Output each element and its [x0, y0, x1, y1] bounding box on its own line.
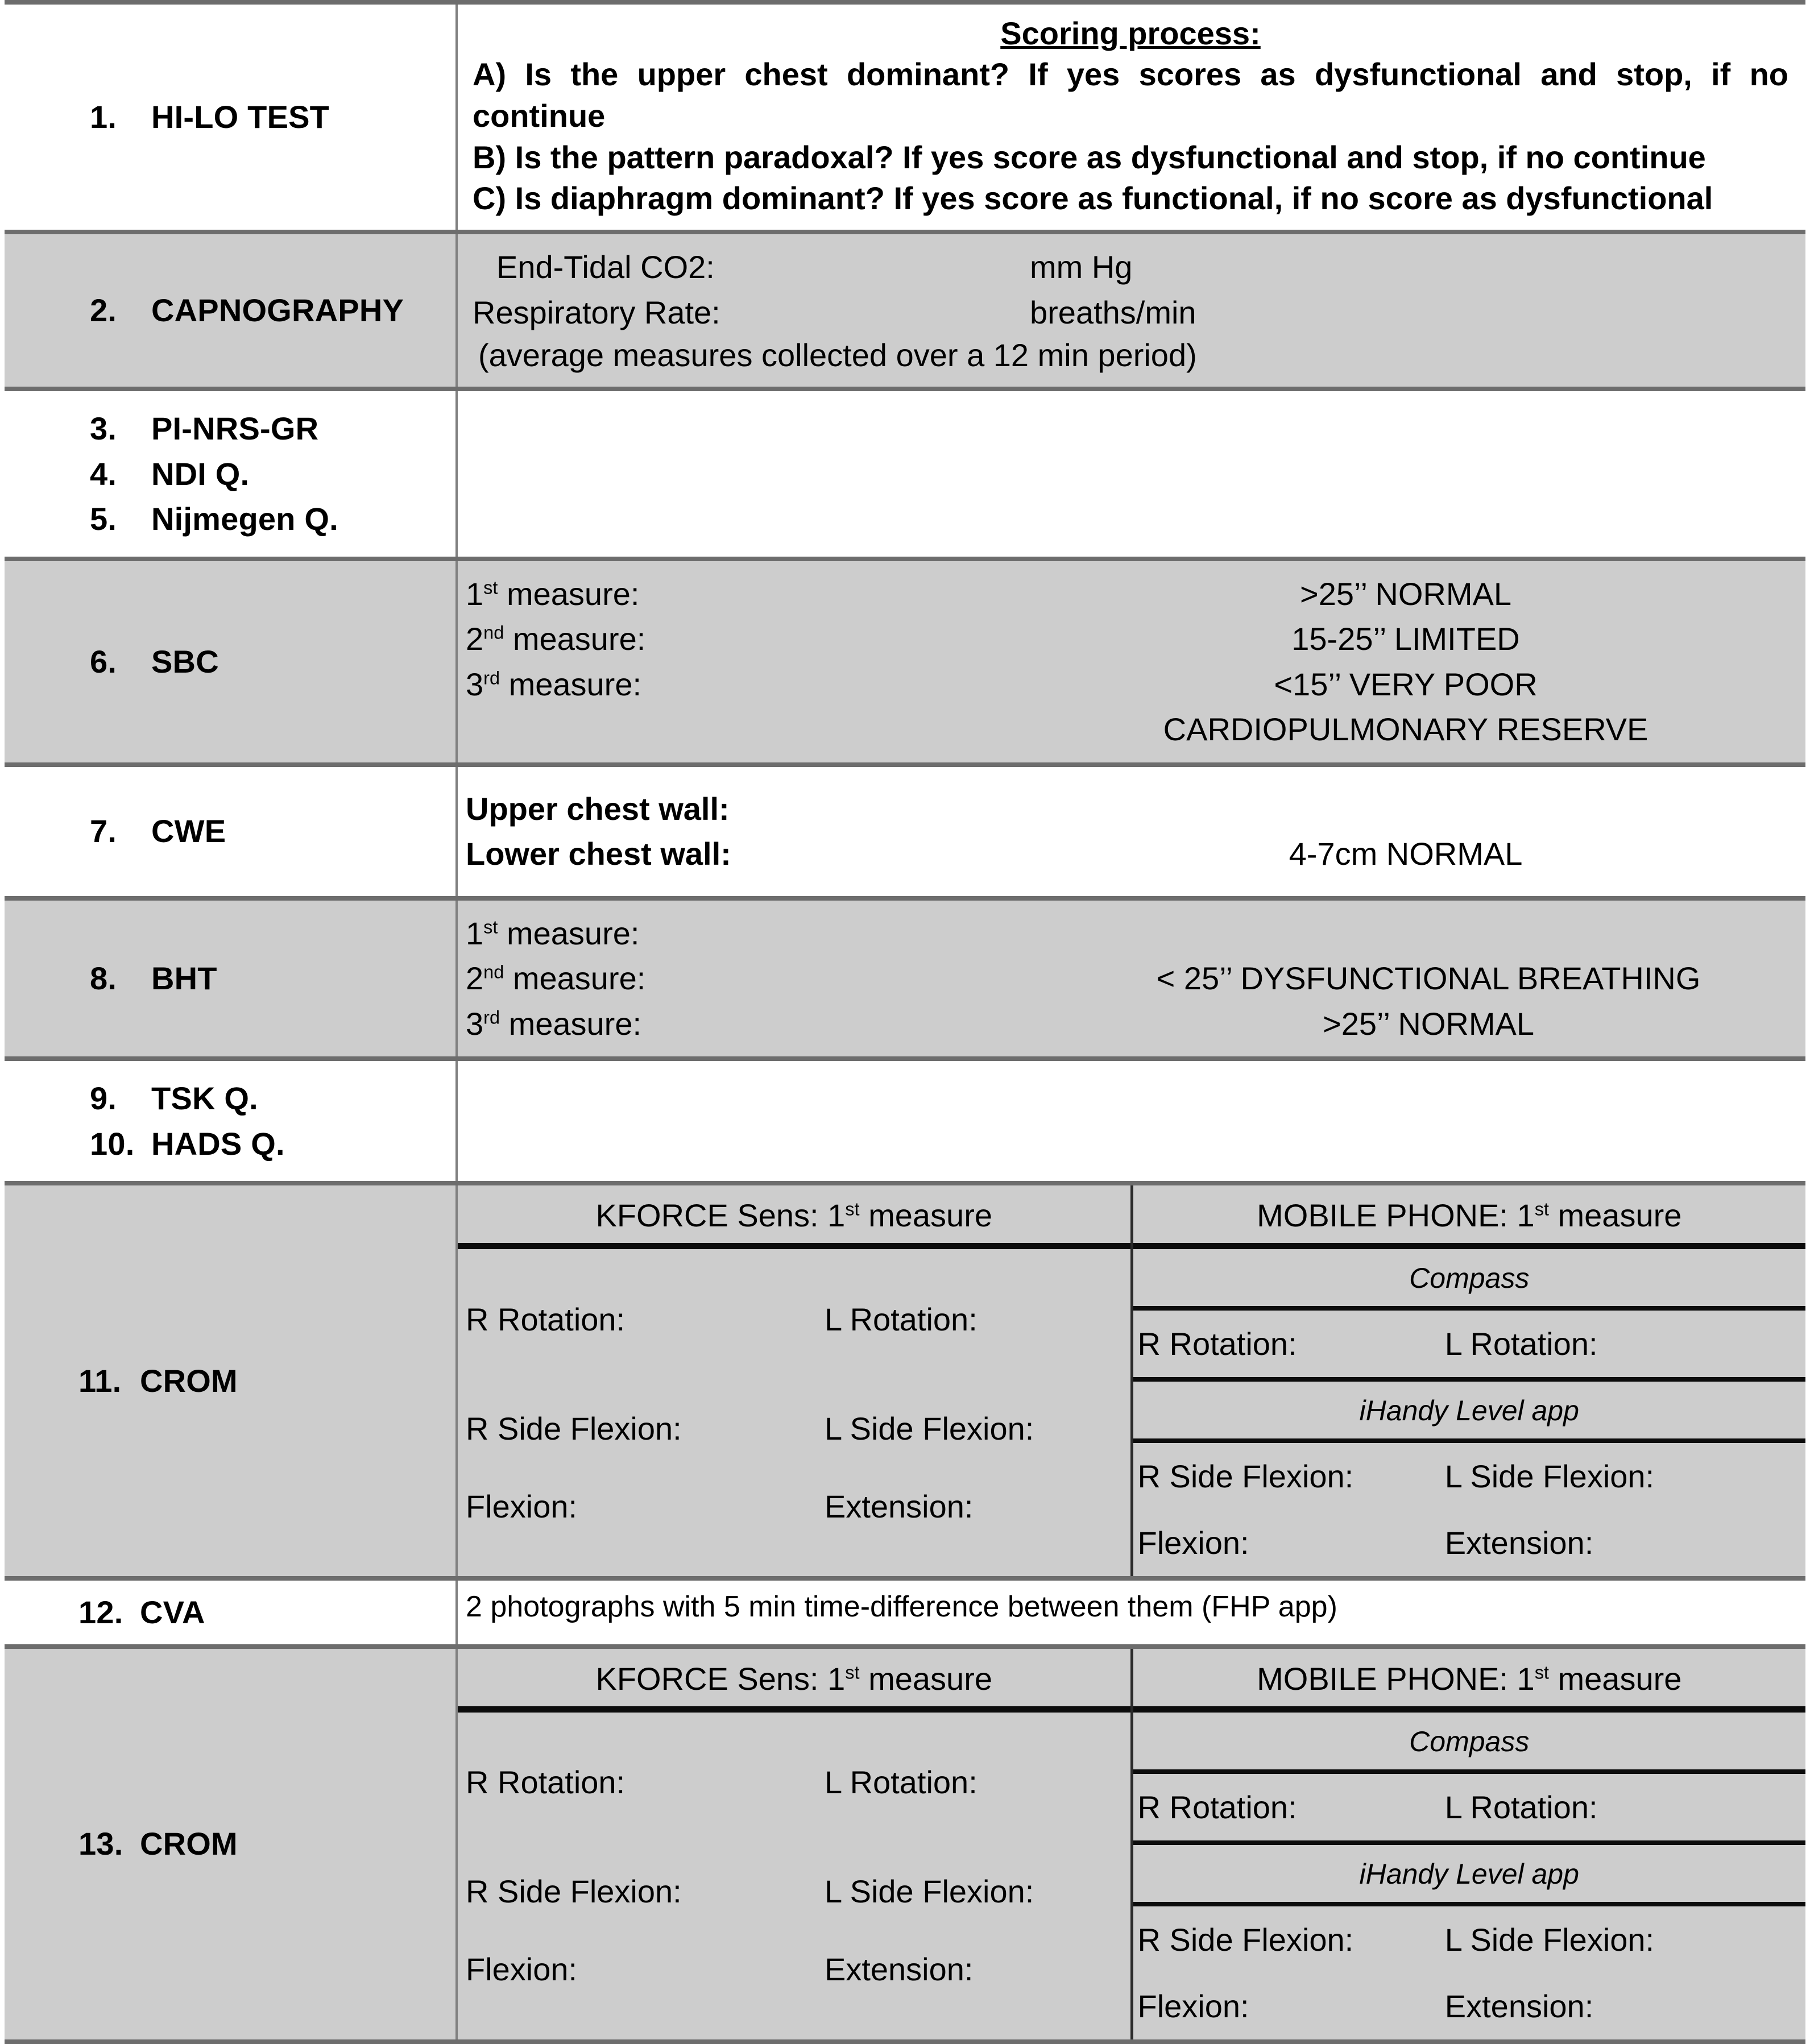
assessment-table [5, 0, 1805, 2044]
ordinal-suffix: st [1534, 1662, 1549, 1683]
bht-measures [458, 901, 1805, 1057]
field-extension[interactable]: Extension: [1444, 1988, 1594, 2024]
row-label-cell-capnography [5, 232, 457, 389]
table-row-cwe [5, 765, 1805, 898]
item-number: 7. [90, 813, 117, 849]
field-unit: mm Hg [1030, 249, 1133, 285]
cwe-fields [458, 767, 1805, 896]
measure-value: < 25’’ DYSFUNCTIONAL BREATHING [1156, 960, 1701, 997]
measure-value: >25’’ NORMAL [1300, 575, 1511, 612]
field-flexion[interactable]: Flexion: [466, 1951, 578, 1988]
measure-row-2 [466, 956, 1788, 1001]
item-name: SBC [151, 643, 219, 679]
measure-row-2 [466, 616, 1788, 662]
field-r-side-flexion[interactable]: R Side Flexion: [1137, 1458, 1354, 1495]
measure-value: 15-25’’ LIMITED [1291, 621, 1520, 657]
label-list [5, 391, 455, 557]
row-label-cell-crom-11 [5, 1183, 457, 1578]
list-item [90, 288, 455, 333]
measure-row-trailing [466, 707, 1788, 752]
table-row-crom-13 [5, 1647, 1805, 2042]
crom-compass-rotation-row[interactable] [1133, 1774, 1806, 1845]
crom-ihandy-flexion-row[interactable] [1133, 1510, 1806, 1576]
list-item [90, 451, 455, 497]
field-l-rotation[interactable]: L Rotation: [824, 1764, 978, 1801]
capnography-note: (average measures collected over a 12 min period) [478, 337, 1197, 374]
item-number: 2. [90, 292, 117, 329]
measure-label: 2nd measure: [466, 960, 646, 997]
crom-ihandy-subheader: iHandy Level app [1133, 1845, 1806, 1906]
item-name: CROM [140, 1362, 238, 1399]
sbc-measures [458, 561, 1805, 762]
label-list [5, 1061, 455, 1181]
table-row-questionnaires-1 [5, 389, 1805, 559]
scoring-line-b: B) Is the pattern paradoxal? If yes score as dysfunctional and stop, if no continue [473, 139, 1706, 175]
row-body-cell-cwe [457, 765, 1805, 898]
field-extension[interactable]: Extension: [824, 1951, 974, 1988]
row-body-cell-capnography [457, 232, 1805, 389]
item-name: CAPNOGRAPHY [151, 292, 404, 329]
crom-kforce-column [458, 1185, 1133, 1576]
item-name: HADS Q. [151, 1125, 285, 1162]
row-label-cell-sbc [5, 559, 457, 765]
crom-kforce-side-flexion-row[interactable] [458, 1852, 1130, 1930]
crom-mobile-header: MOBILE PHONE: 1st measure [1133, 1185, 1806, 1249]
crom-ihandy-subheader: iHandy Level app [1133, 1382, 1806, 1443]
crom-compass-subheader: Compass [1133, 1249, 1806, 1311]
measure-label: 2nd measure: [466, 621, 646, 657]
spacer [458, 1713, 1130, 1744]
field-l-rotation[interactable]: L Rotation: [824, 1301, 978, 1337]
crom-ihandy-flexion-row[interactable] [1133, 1973, 1806, 2039]
crom-ihandy-side-flexion-row[interactable] [1133, 1443, 1806, 1510]
measure-row-1 [466, 911, 1788, 956]
crom-kforce-rotation-row[interactable] [458, 1280, 1130, 1358]
item-number: 12. [78, 1594, 123, 1631]
measure-label: 1st measure: [466, 915, 640, 951]
table-row-capnography [5, 232, 1805, 389]
ordinal-suffix: rd [483, 1007, 500, 1028]
item-number: 9. [90, 1080, 117, 1117]
crom-compass-rotation-row[interactable] [1133, 1311, 1806, 1382]
item-number: 8. [90, 960, 117, 997]
ordinal-suffix: st [1534, 1199, 1549, 1220]
scoring-line-a: A) Is the upper chest dominant? If yes scores as dysfunctional and stop, if no continue [473, 56, 1788, 134]
item-number: 3. [90, 411, 117, 447]
ordinal-suffix: rd [483, 667, 500, 688]
scoring-line-c: C) Is diaphragm dominant? If yes score as functional, if no score as dysfunctional [473, 180, 1713, 217]
field-extension[interactable]: Extension: [824, 1488, 974, 1524]
ordinal-suffix: nd [483, 961, 504, 982]
row-body-cell-crom-11 [457, 1183, 1805, 1578]
row-label-cell-questionnaires-1 [5, 389, 457, 559]
table-row-cva [5, 1578, 1805, 1647]
field-r-side-flexion[interactable]: R Side Flexion: [466, 1410, 682, 1446]
crom-mobile-column [1133, 1185, 1806, 1576]
measure-value: <15’’ VERY POOR [1274, 666, 1538, 702]
crom-kforce-header: KFORCE Sens: 1st measure [458, 1649, 1130, 1713]
item-name: CROM [140, 1826, 238, 1862]
capnography-fields [458, 234, 1805, 387]
field-l-side-flexion[interactable]: L Side Flexion: [1444, 1921, 1655, 1958]
crom-compass-subheader: Compass [1133, 1713, 1806, 1774]
list-item [90, 956, 455, 1001]
field-upper-chest-wall [466, 786, 1788, 832]
item-number: 1. [90, 99, 117, 135]
item-number: 10. [90, 1125, 135, 1162]
item-name: TSK Q. [151, 1080, 258, 1117]
field-flexion[interactable]: Flexion: [1137, 1988, 1249, 2024]
field-flexion[interactable]: Flexion: [1137, 1525, 1249, 1561]
measure-label: 3rd measure: [466, 1005, 642, 1042]
ordinal-suffix: st [483, 917, 498, 937]
list-item [90, 1121, 455, 1167]
label-list [5, 1806, 455, 1881]
ordinal-suffix: nd [483, 622, 504, 643]
field-label: Respiratory Rate: [473, 294, 720, 330]
measure-label: 3rd measure: [466, 666, 642, 702]
field-unit: breaths/min [1030, 294, 1196, 330]
measure-row-3 [466, 662, 1788, 707]
item-name: CVA [140, 1594, 205, 1631]
crom-mobile-header: MOBILE PHONE: 1st measure [1133, 1649, 1806, 1713]
label-list [5, 1344, 455, 1419]
table-row-questionnaires-2 [5, 1059, 1805, 1183]
ordinal-suffix: st [845, 1199, 860, 1220]
crom-kforce-side-flexion-row[interactable] [458, 1390, 1130, 1467]
item-number: 11. [78, 1362, 122, 1399]
ordinal-suffix: st [483, 577, 498, 598]
cva-description-wrap [458, 1582, 1805, 1643]
table-row-crom-11 [5, 1183, 1805, 1578]
crom-grid [458, 1649, 1805, 2039]
empty-answer-area[interactable] [458, 1079, 1805, 1164]
crom-kforce-rotation-row[interactable] [458, 1743, 1130, 1821]
field-l-side-flexion[interactable]: L Side Flexion: [824, 1410, 1034, 1446]
crom-kforce-flexion-row[interactable] [458, 1930, 1130, 2008]
spacer [458, 2008, 1130, 2039]
row-label-cell-questionnaires-2 [5, 1059, 457, 1183]
table-row-sbc [5, 559, 1805, 765]
field-r-rotation[interactable]: R Rotation: [466, 1301, 626, 1337]
crom-kforce-flexion-row[interactable] [458, 1467, 1130, 1545]
label-list [5, 1581, 455, 1644]
label-list [5, 624, 455, 699]
field-value: 4-7cm NORMAL [1289, 836, 1523, 872]
row-body-cell-cva [457, 1578, 1805, 1647]
measure-row-1 [466, 571, 1788, 617]
measure-row-3 [466, 1001, 1788, 1047]
spacer [458, 1358, 1130, 1390]
row-body-cell-sbc [457, 559, 1805, 765]
crom-kforce-header: KFORCE Sens: 1st measure [458, 1185, 1130, 1249]
field-r-rotation[interactable]: R Rotation: [466, 1764, 626, 1801]
row-label-cell-cwe [5, 765, 457, 898]
field-label: Lower chest wall: [466, 836, 731, 872]
field-l-side-flexion[interactable]: L Side Flexion: [1444, 1458, 1655, 1495]
table-row-hi-lo-test [5, 2, 1805, 232]
list-item [90, 1076, 455, 1121]
field-respiratory-rate [473, 290, 1788, 335]
spacer [458, 1545, 1130, 1577]
field-flexion[interactable]: Flexion: [466, 1488, 578, 1524]
field-extension[interactable]: Extension: [1444, 1525, 1594, 1561]
item-number: 5. [90, 501, 117, 537]
list-item [90, 639, 455, 685]
row-body-cell-bht [457, 898, 1805, 1059]
row-label-cell-crom-13 [5, 1647, 457, 2042]
empty-answer-area[interactable] [458, 417, 1805, 530]
measure-label: 1st measure: [466, 575, 640, 612]
crom-mobile-column [1133, 1649, 1806, 2039]
list-item [78, 1821, 455, 1867]
crom-kforce-column [458, 1649, 1133, 2039]
spacer [458, 1249, 1130, 1280]
field-l-rotation[interactable]: L Rotation: [1444, 1789, 1598, 1825]
spacer [458, 1821, 1130, 1852]
item-number: 4. [90, 455, 117, 492]
row-body-cell-questionnaires-2[interactable] [457, 1059, 1805, 1183]
row-label-cell-hi-lo-test [5, 2, 457, 232]
table-row-bht [5, 898, 1805, 1059]
row-body-cell-questionnaires-1[interactable] [457, 389, 1805, 559]
field-r-rotation[interactable]: R Rotation: [1137, 1326, 1297, 1362]
item-name: PI-NRS-GR [151, 411, 319, 447]
hi-lo-scoring-block [458, 5, 1805, 230]
crom-ihandy-side-flexion-row[interactable] [1133, 1906, 1806, 1973]
label-list [5, 80, 455, 155]
row-label-cell-bht [5, 898, 457, 1059]
crom-grid [458, 1185, 1805, 1576]
field-r-rotation[interactable]: R Rotation: [1137, 1789, 1297, 1825]
measure-value: CARDIOPULMONARY RESERVE [1163, 711, 1649, 748]
list-item [78, 1590, 455, 1635]
item-name: BHT [151, 960, 217, 997]
item-name: NDI Q. [151, 455, 250, 492]
item-number: 13. [78, 1826, 123, 1862]
measure-value: >25’’ NORMAL [1323, 1005, 1534, 1042]
scoring-process-heading: Scoring process: [1000, 15, 1261, 51]
field-r-side-flexion[interactable]: R Side Flexion: [466, 1873, 682, 1910]
field-l-side-flexion[interactable]: L Side Flexion: [824, 1873, 1034, 1910]
list-item [78, 1358, 455, 1404]
list-item [90, 496, 455, 542]
label-list [5, 794, 455, 869]
item-name: Nijmegen Q. [151, 501, 338, 537]
row-label-cell-cva [5, 1578, 457, 1647]
field-l-rotation[interactable]: L Rotation: [1444, 1326, 1598, 1362]
list-item [90, 94, 455, 140]
field-label: Upper chest wall: [466, 790, 730, 827]
field-r-side-flexion[interactable]: R Side Flexion: [1137, 1921, 1354, 1958]
item-name: HI-LO TEST [151, 99, 330, 135]
list-item [90, 809, 455, 854]
field-lower-chest-wall [466, 831, 1788, 877]
label-list [5, 941, 455, 1016]
cva-description: 2 photographs with 5 min time-difference between them (FHP app) [466, 1590, 1337, 1624]
ordinal-suffix: st [845, 1662, 860, 1683]
label-list [5, 273, 455, 348]
field-end-tidal-co2 [473, 244, 1788, 290]
item-name: CWE [151, 813, 226, 849]
row-body-cell-crom-13 [457, 1647, 1805, 2042]
row-body-cell-hi-lo-test [457, 2, 1805, 232]
field-label: End-Tidal CO2: [496, 249, 715, 285]
item-number: 6. [90, 643, 117, 679]
list-item [90, 406, 455, 451]
